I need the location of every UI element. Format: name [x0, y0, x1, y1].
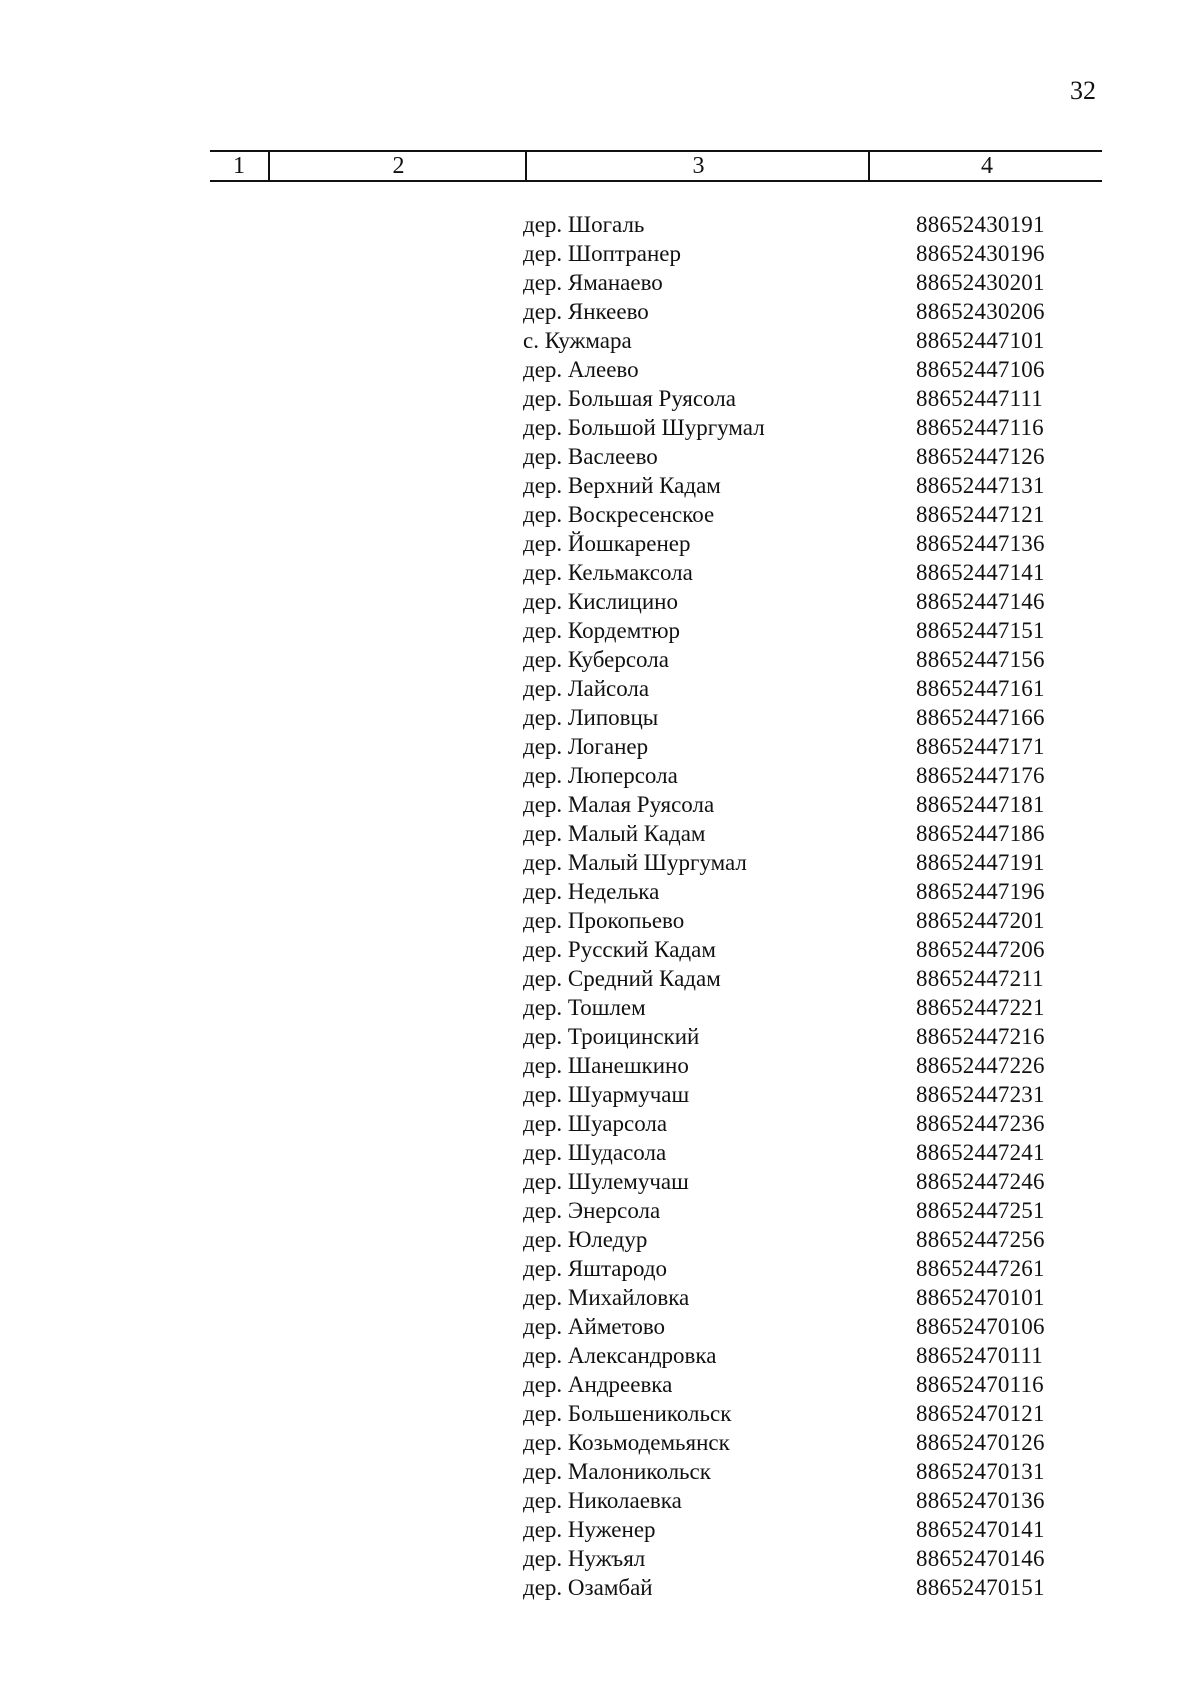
table-row — [0, 558, 1200, 587]
table-row — [0, 442, 1200, 471]
settlement-code: 88652447156 — [916, 647, 1045, 672]
settlement-name: дер. Лайсола — [523, 676, 650, 701]
settlement-code: 88652447216 — [916, 1024, 1045, 1049]
settlement-name: дер. Айметово — [523, 1314, 666, 1339]
page-number: 32 — [1070, 76, 1096, 105]
settlement-name: дер. Кельмаксола — [523, 560, 693, 585]
table-row — [0, 1051, 1200, 1080]
settlement-name: дер. Юледур — [523, 1227, 648, 1252]
table-row — [0, 964, 1200, 993]
settlement-code: 88652447211 — [916, 966, 1044, 991]
settlement-code: 88652430201 — [916, 270, 1045, 295]
table-row — [0, 703, 1200, 732]
settlement-code: 88652447246 — [916, 1169, 1045, 1194]
settlement-code: 88652447166 — [916, 705, 1045, 730]
settlement-name: дер. Кислицино — [523, 589, 678, 614]
settlement-code: 88652430206 — [916, 299, 1045, 324]
settlement-code: 88652447136 — [916, 531, 1045, 556]
settlement-name: дер. Малый Кадам — [523, 821, 706, 846]
column-header-2: 2 — [268, 152, 527, 180]
settlement-code: 88652447186 — [916, 821, 1045, 846]
settlement-code: 88652447196 — [916, 879, 1045, 904]
settlement-name: дер. Липовцы — [523, 705, 659, 730]
table-row — [0, 732, 1200, 761]
table-row — [0, 674, 1200, 703]
settlement-name: дер. Шогаль — [523, 212, 645, 237]
table-row — [0, 1341, 1200, 1370]
table-row — [0, 906, 1200, 935]
table-row — [0, 500, 1200, 529]
table-row — [0, 848, 1200, 877]
settlement-code: 88652447221 — [916, 995, 1045, 1020]
settlement-name: дер. Малый Шургумал — [523, 850, 747, 875]
settlement-name: дер. Средний Кадам — [523, 966, 721, 991]
settlement-name: дер. Шудасола — [523, 1140, 667, 1165]
settlement-code: 88652447176 — [916, 763, 1045, 788]
settlement-name: дер. Куберсола — [523, 647, 669, 672]
settlement-name: дер. Яманаево — [523, 270, 663, 295]
settlement-name: дер. Малоникольск — [523, 1459, 711, 1484]
settlement-name: дер. Яштародо — [523, 1256, 668, 1281]
column-header-4: 4 — [868, 152, 1104, 180]
settlement-code: 88652447226 — [916, 1053, 1045, 1078]
table-row — [0, 268, 1200, 297]
table-row — [0, 1022, 1200, 1051]
settlement-name: дер. Прокопьево — [523, 908, 685, 933]
settlement-name: дер. Васлеево — [523, 444, 658, 469]
settlement-code: 88652447171 — [916, 734, 1045, 759]
table-row — [0, 1486, 1200, 1515]
table-row — [0, 616, 1200, 645]
settlement-name: дер. Нужъял — [523, 1546, 646, 1571]
settlement-name: дер. Тошлем — [523, 995, 646, 1020]
table-row — [0, 210, 1200, 239]
settlement-name: дер. Александровка — [523, 1343, 717, 1368]
settlement-code: 88652447256 — [916, 1227, 1045, 1252]
table-header — [210, 150, 1102, 182]
settlement-code: 88652470131 — [916, 1459, 1045, 1484]
settlement-code: 88652447121 — [916, 502, 1045, 527]
table-row — [0, 935, 1200, 964]
table-row — [0, 1428, 1200, 1457]
settlement-name: дер. Шанешкино — [523, 1053, 689, 1078]
settlement-code: 88652470106 — [916, 1314, 1045, 1339]
settlement-code: 88652470101 — [916, 1285, 1045, 1310]
settlement-code: 88652447206 — [916, 937, 1045, 962]
settlement-code: 88652447231 — [916, 1082, 1045, 1107]
settlement-code: 88652447236 — [916, 1111, 1045, 1136]
settlement-code: 88652470146 — [916, 1546, 1045, 1571]
settlement-name: дер. Озамбай — [523, 1575, 653, 1600]
table-row — [0, 384, 1200, 413]
table-row — [0, 877, 1200, 906]
table-row — [0, 1225, 1200, 1254]
table-row — [0, 1457, 1200, 1486]
settlement-name: дер. Козьмодемьянск — [523, 1430, 730, 1455]
settlement-name: дер. Большая Руясола — [523, 386, 736, 411]
settlement-name: дер. Михайловка — [523, 1285, 690, 1310]
settlement-code: 88652447101 — [916, 328, 1045, 353]
table-row — [0, 1138, 1200, 1167]
table-row — [0, 297, 1200, 326]
table-row — [0, 1167, 1200, 1196]
table-row — [0, 993, 1200, 1022]
settlement-code: 88652470126 — [916, 1430, 1045, 1455]
table-row — [0, 1515, 1200, 1544]
settlement-code: 88652447141 — [916, 560, 1045, 585]
settlement-code: 88652470136 — [916, 1488, 1045, 1513]
table-row — [0, 761, 1200, 790]
settlement-name: дер. Йошкаренер — [523, 531, 691, 556]
table-row — [0, 1312, 1200, 1341]
settlement-name: дер. Николаевка — [523, 1488, 682, 1513]
table-row — [0, 355, 1200, 384]
settlement-code: 88652470141 — [916, 1517, 1045, 1542]
table-row — [0, 1399, 1200, 1428]
settlement-list — [0, 210, 1200, 1602]
column-header-1: 1 — [233, 153, 245, 179]
column-header-3: 3 — [525, 152, 870, 180]
settlement-code: 88652447241 — [916, 1140, 1045, 1165]
table-row — [0, 1109, 1200, 1138]
settlement-code: 88652447131 — [916, 473, 1045, 498]
settlement-code: 88652470121 — [916, 1401, 1045, 1426]
settlement-name: дер. Большой Шургумал — [523, 415, 765, 440]
settlement-name: дер. Нуженер — [523, 1517, 656, 1542]
table-row — [0, 645, 1200, 674]
settlement-code: 88652447161 — [916, 676, 1045, 701]
settlement-name: дер. Энерсола — [523, 1198, 661, 1223]
settlement-name: дер. Шуармучаш — [523, 1082, 690, 1107]
settlement-name: дер. Андреевка — [523, 1372, 673, 1397]
settlement-code: 88652447151 — [916, 618, 1045, 643]
settlement-code: 88652447181 — [916, 792, 1045, 817]
settlement-code: 88652430196 — [916, 241, 1045, 266]
settlement-name: дер. Троицинский — [523, 1024, 700, 1049]
table-row — [0, 1254, 1200, 1283]
table-row — [0, 790, 1200, 819]
settlement-name: с. Кужмара — [523, 328, 632, 353]
settlement-code: 88652430191 — [916, 212, 1045, 237]
settlement-code: 88652447146 — [916, 589, 1045, 614]
table-row — [0, 587, 1200, 616]
table-row — [0, 1080, 1200, 1109]
settlement-name: дер. Янкеево — [523, 299, 649, 324]
settlement-code: 88652447111 — [916, 386, 1043, 411]
table-row — [0, 239, 1200, 268]
settlement-name: дер. Неделька — [523, 879, 660, 904]
settlement-code: 88652447251 — [916, 1198, 1045, 1223]
settlement-code: 88652447106 — [916, 357, 1045, 382]
settlement-name: дер. Кордемтюр — [523, 618, 681, 643]
settlement-name: дер. Логанер — [523, 734, 649, 759]
settlement-name: дер. Алеево — [523, 357, 639, 382]
settlement-code: 88652470151 — [916, 1575, 1045, 1600]
table-row — [0, 1370, 1200, 1399]
settlement-code: 88652470111 — [916, 1343, 1043, 1368]
settlement-name: дер. Шулемучаш — [523, 1169, 689, 1194]
settlement-code: 88652447261 — [916, 1256, 1045, 1281]
settlement-code: 88652447126 — [916, 444, 1045, 469]
table-row — [0, 1544, 1200, 1573]
settlement-code: 88652447201 — [916, 908, 1045, 933]
settlement-name: дер. Русский Кадам — [523, 937, 716, 962]
table-row — [0, 529, 1200, 558]
settlement-name: дер. Большеникольск — [523, 1401, 732, 1426]
table-row — [0, 326, 1200, 355]
table-row — [0, 471, 1200, 500]
settlement-code: 88652447116 — [916, 415, 1044, 440]
settlement-code: 88652447191 — [916, 850, 1045, 875]
table-row — [0, 1196, 1200, 1225]
table-row — [0, 413, 1200, 442]
table-row — [0, 819, 1200, 848]
settlement-name: дер. Воскресенское — [523, 502, 715, 527]
settlement-name: дер. Верхний Кадам — [523, 473, 721, 498]
table-row — [0, 1573, 1200, 1602]
settlement-name: дер. Шуарсола — [523, 1111, 668, 1136]
settlement-name: дер. Люперсола — [523, 763, 678, 788]
settlement-name: дер. Малая Руясола — [523, 792, 715, 817]
table-row — [0, 1283, 1200, 1312]
settlement-code: 88652470116 — [916, 1372, 1044, 1397]
settlement-name: дер. Шоптранер — [523, 241, 681, 266]
